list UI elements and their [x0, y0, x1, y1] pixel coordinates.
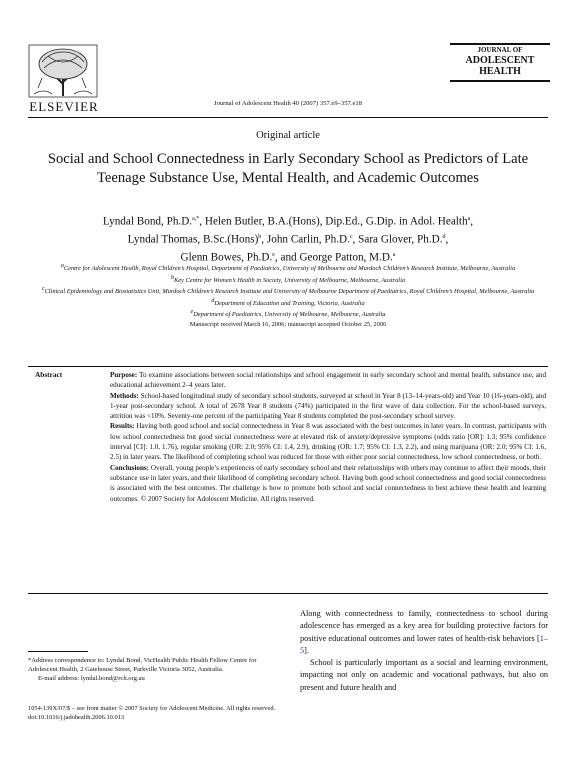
methods-text: School-based longitudinal study of secondary school students, surveyed at school in Year 8 (13–14-years-old) and Year 10 (16-years-old), and 1-year post-secondary school. A total of 2678 Year 8 students (74%) participated in the first wave of data collection. For the school-based surveys, attrition was <10%. Seventy-one percent of the participating Year 8 students completed the post-secondary school survey. [110, 391, 546, 421]
journal-name-line1: JOURNAL OF [477, 46, 523, 54]
reference-link[interactable]: 1–5 [300, 633, 548, 655]
body-paragraph-1 [300, 608, 548, 657]
body-paragraph-2: School is particularly important as a social and learning environment, impacting not only on academic and vocational pathways, but also on present and future health and [300, 658, 548, 692]
journal-name-line3: HEALTH [479, 65, 521, 77]
affiliation-a: $^a$Centre for Adolescent Health, Royal Children’s Hospital, Department of Paediatrics, University of Melbourne and Murdoch Children’s Research Institute, Melbourne, Australia [60, 263, 516, 273]
footnote-rule [28, 651, 88, 652]
manuscript-dates: Manuscript received March 16, 2006; manuscript accepted October 25, 2006 [189, 320, 387, 328]
affiliation-b: $^b$Key Centre for Women’s Health in Society, University of Melbourne, Melbourne, Australia [170, 274, 406, 284]
affiliation-c: $^c$Clinical Epidemiology and Biostatistics Unit, Murdoch Children’s Research Institute and University of Melbourne Department of Paediatrics, Royal Children’s Hospital, Melbourne, Australia [41, 286, 535, 296]
results-label: Results: [110, 422, 135, 431]
doi-line[interactable]: doi:10.1016/j.jadohealth.2006.10.013 [28, 714, 125, 721]
methods-label: Methods: [110, 391, 139, 400]
correspondence-footnote [28, 656, 278, 684]
abstract-body [110, 370, 546, 504]
results-text: Having both good school and social connectedness in Year 8 was associated with the best outcomes in later years. In contrast, participants with low school connectedness but good social connectedness were at elevated risk of anxiety/depressive symptoms (odds ratio [OR]: 1.3; 95% confidence interval [CI]: 1.0, 1.76), regular smoking (OR: 2.0; 95% CI: 1.4, 2.9), drinking (OR: 1.7; 95% CI: 1.3, 2.2), and using marijuana (OR: 2.0; 95% CI: 1.6, 2.5) in later years. The likelihood of completing school was reduced for those with either poor social connectedness, low school connectedness, or both. [110, 422, 546, 462]
body-text [300, 608, 548, 694]
header-divider [28, 117, 548, 118]
journal-name-line2: ADOLESCENT [465, 54, 535, 66]
purpose-label: Purpose: [110, 371, 138, 379]
body-p1-end: ]. [304, 645, 309, 655]
journal-masthead [450, 43, 550, 82]
conclusions-label: Conclusions: [110, 463, 150, 472]
affiliations [30, 262, 546, 329]
conclusions-text: Overall, young people’s experiences of early secondary school and their relationships with others may continue to affect their moods, their substance use in later years, and their likelihood of completing secondary school. Having both good school connectedness and good social connectedness is associated with the best outcomes. The challenge is how to promote both school and social connectedness to best achieve these health and learning outcomes. © 2007 Society for Adolescent Medicine. All rights reserved. [110, 463, 546, 503]
body-p1-text: Along with connectedness to family, connectedness to school during adolescence has emerged as a key area for building protective factors for positive educational outcomes and lower rates of health-risk behaviors [ [300, 609, 548, 643]
abstract-top-divider [28, 366, 548, 367]
abstract-heading: Abstract [35, 370, 63, 379]
author-list: Lyndal Bond, Ph.D.$^{a,*}$, Helen Butler, B.A.(Hons), Dip.Ed., G.Dip. in Adol. Health$^a$, Lyndal Thomas, B.Sc.(Hons)$^b$, John Carlin, Ph.D.$^c$, Sara Glover, Ph.D.$^d$, Glenn Bowes, Ph.D.$^e$, and George Patton, M.D.$^a$ [102, 215, 474, 265]
page-footer [28, 704, 388, 722]
abstract-results [110, 421, 546, 462]
affiliation-d: $^d$Department of Education and Training, Victoria, Australia [211, 297, 365, 307]
abstract-purpose [110, 370, 546, 391]
publisher-name: ELSEVIER [29, 99, 99, 114]
article-type: Original article [256, 130, 320, 141]
journal-citation: Journal of Adolescent Health 40 (2007) 357.e9–357.e18 [214, 100, 362, 107]
copyright-line: 1054-139X/07/$ – see front matter © 2007 Society for Adolescent Medicine. All rights reserved. [28, 705, 276, 712]
purpose-text: To examine associations between social relationships and school engagement in early secondary school and mental health, substance use, and educational achievement 2–4 years later. [110, 371, 546, 390]
abstract-methods [110, 391, 546, 422]
article-title: Social and School Connectedness in Early Secondary School as Predictors of Late Teenage Substance Use, Mental Health, and Academic Outcomes [47, 151, 529, 186]
abstract-bottom-divider [28, 593, 548, 594]
correspondence-email[interactable]: E-mail address: lyndal.bond@rch.org.au [38, 675, 145, 683]
abstract-conclusions [110, 463, 546, 504]
affiliation-e: $^e$Department of Paediatrics, University of Melbourne, Melbourne, Australia [190, 309, 386, 319]
correspondence-address: *Address correspondence to: Lyndal Bond, VicHealth Public Health Fellow Centre for Adolescent Health, 2 Gatehouse Street, Parkville Victoria 3052, Australia. [28, 657, 257, 674]
